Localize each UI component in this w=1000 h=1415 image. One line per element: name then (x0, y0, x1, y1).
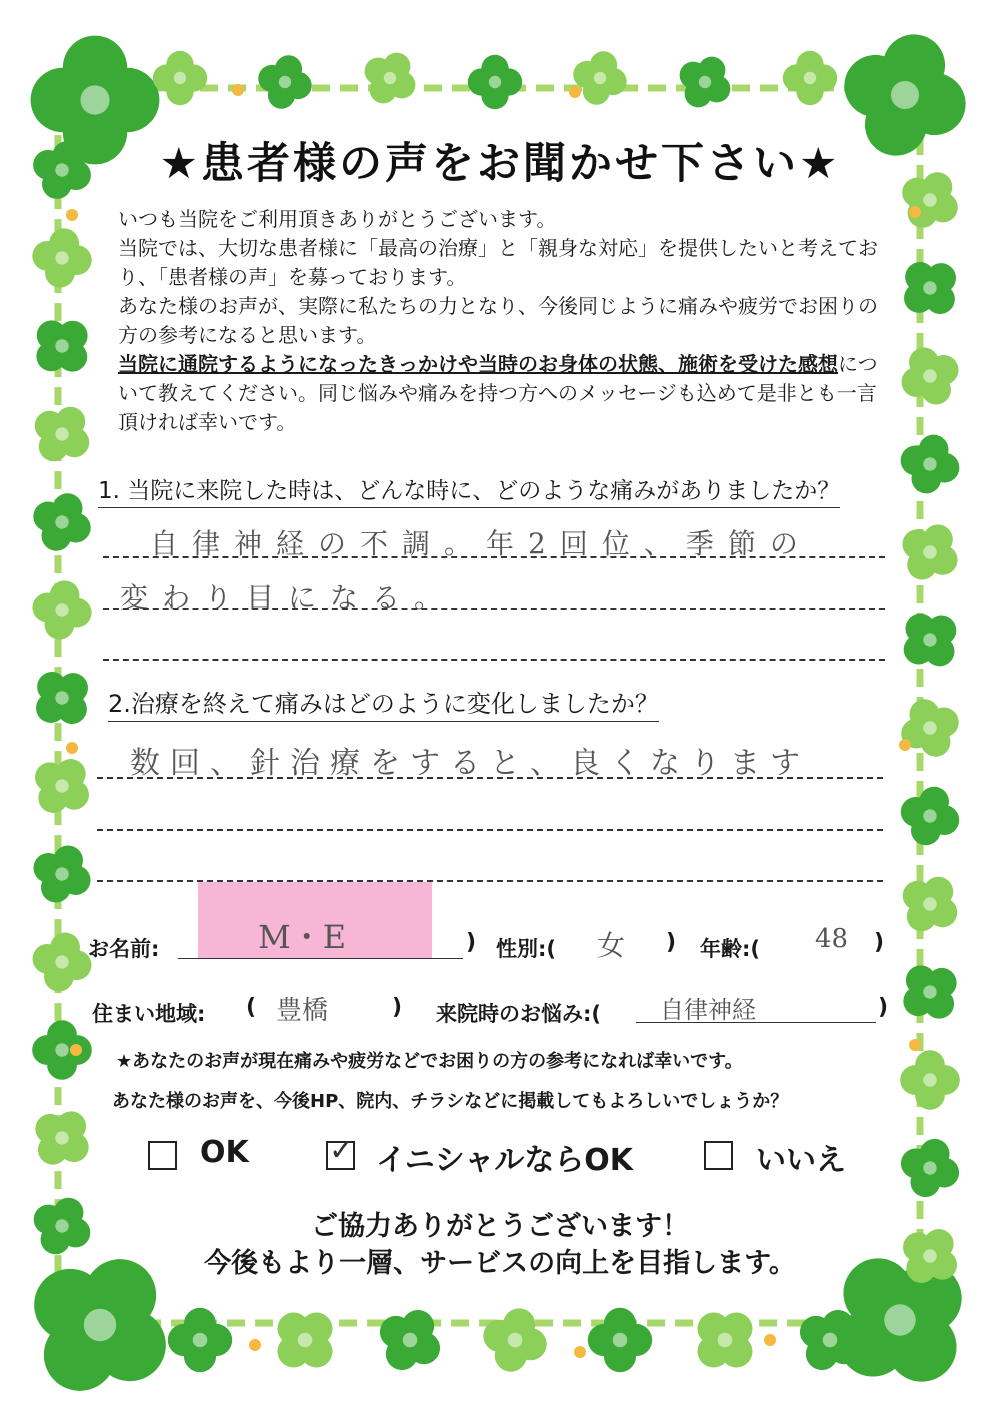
clover-icon (889, 511, 971, 593)
clover-icon (27, 575, 96, 644)
intro-line-1: いつも当院をご利用頂きありがとうございます。 (118, 207, 557, 231)
clover-icon (888, 950, 972, 1034)
age-value[interactable]: 48 (815, 924, 849, 954)
clover-icon (252, 49, 319, 116)
clover-icon (468, 55, 522, 109)
thanks-line-2: 今後もより一層、サービスの向上を目指します。 (204, 1248, 796, 1279)
orange-dot (249, 1339, 261, 1351)
gender-value[interactable]: 女 (597, 929, 626, 962)
answer-1-rule-2 (103, 608, 885, 610)
clover-icon (567, 45, 634, 112)
notice-line-1: ★あなたのお声が現在痛みや疲労などでお困りの方の参考になれば幸いです。 (116, 1051, 743, 1072)
answer-1-rule-3 (103, 659, 885, 661)
intro-line-3: あなた様のお声が、実際に私たちの力となり、今後同じように痛みや疲労でお困りの方の参考になると思います。 (118, 294, 878, 347)
area-label: 住まい地域: (92, 1002, 206, 1026)
question-1: 1. 当院に来院した時は、どんな時に、どのような痛みがありましたか？ (98, 472, 840, 508)
checkmark-icon: ✓ (329, 1133, 355, 1168)
clover-icon (23, 835, 102, 914)
concern-label: 来院時のお悩み:( (436, 1002, 601, 1026)
intro-line-4 (118, 350, 893, 437)
orange-dot (574, 1346, 586, 1358)
clover-icon (900, 1050, 960, 1110)
thanks-line-1: ご協力ありがとうございます！ (311, 1211, 689, 1242)
clover-icon (20, 744, 103, 827)
answer-2-rule-1 (97, 777, 883, 779)
area-open-paren: ( (246, 995, 257, 1020)
orange-dot (66, 209, 78, 221)
name-value[interactable]: M・E (258, 918, 347, 956)
clover-icon (783, 51, 837, 105)
clover-icon (891, 337, 970, 416)
clover-icon (888, 246, 972, 330)
answer-1-line-2[interactable]: 変わり目になる。 (120, 581, 457, 614)
area-value[interactable]: 豊橋 (276, 996, 329, 1026)
age-label: 年齢:( (700, 937, 760, 961)
no-checkbox[interactable] (704, 1141, 733, 1170)
orange-dot (66, 742, 78, 754)
clover-icon (679, 1294, 770, 1385)
clover-icon (668, 45, 742, 119)
area-close-paren: ) (392, 995, 403, 1020)
clover-icon (20, 1096, 104, 1180)
clover-icon (259, 1294, 350, 1385)
clover-icon (21, 393, 104, 476)
clover-icon (353, 41, 427, 115)
clover-icon (889, 863, 972, 946)
orange-dot (899, 739, 911, 751)
initial-ok-label: イニシャルならOK (376, 1143, 633, 1178)
age-close-paren: ) (874, 930, 885, 955)
ok-label: OK (200, 1135, 249, 1170)
clover-icon (27, 927, 98, 998)
name-close-paren: ) (466, 930, 477, 955)
clover-icon (476, 1301, 555, 1380)
orange-dot (764, 1334, 776, 1346)
concern-close-paren: ) (878, 995, 889, 1020)
gender-label: 性別:( (496, 937, 556, 961)
question-2: 2.治療を終えて痛みはどのように変化しましたか？ (108, 684, 659, 722)
clover-icon (888, 598, 972, 682)
ok-checkbox[interactable] (148, 1141, 177, 1170)
intro-line-2: 当院では、大切な患者様に「最高の治療」と「親身な対応」を提供したいと考えており、「患者様の声」を募っております。 (118, 236, 878, 289)
clover-icon (894, 428, 966, 500)
orange-dot (232, 84, 244, 96)
clover-icon (20, 656, 104, 740)
orange-dot (909, 206, 921, 218)
clover-icon (153, 51, 207, 105)
clover-icon (28, 224, 95, 291)
answer-2-rule-2 (97, 829, 883, 831)
intro-emphasis: 当院に通院するようになったきっかけや当時のお身体の状態、施術を受けた感想 (118, 352, 838, 376)
clover-icon (20, 304, 104, 388)
page-title: ★患者様の声をお聞かせ下さい★ (159, 139, 841, 189)
name-underline (178, 958, 463, 959)
clover-icon (168, 1308, 232, 1372)
answer-1-line-1[interactable]: 自律神経の不調。年2回位、季節の (150, 527, 812, 560)
clover-icon (588, 1308, 652, 1372)
intro-line-4-rest: について教えてください。同じ悩みや痛みを持つ方へのメッセージも込めて是非とも一言頂ければ幸いです。 (118, 352, 878, 434)
clover-icon (32, 1020, 92, 1080)
name-label: お名前: (88, 937, 160, 961)
answer-1-rule-1 (103, 556, 885, 558)
concern-underline (636, 1022, 876, 1023)
orange-dot (70, 1044, 82, 1056)
clover-icon (23, 483, 101, 561)
clover-icon (892, 1130, 967, 1205)
gender-close-paren: ) (666, 930, 677, 955)
orange-dot (569, 86, 581, 98)
intro-text (118, 205, 893, 437)
answer-2-line-1[interactable]: 数回、針治療をすると、良くなります (130, 746, 810, 781)
no-label: いいえ (756, 1143, 846, 1178)
concern-value[interactable]: 自律神経 (660, 996, 756, 1024)
clover-icon (891, 689, 969, 767)
notice-line-2: あなた様のお声を、今後HP、院内、チラシなどに掲載してもよろしいでしょうか？ (112, 1091, 789, 1112)
clover-icon (366, 1296, 454, 1384)
clover-icon (893, 779, 967, 853)
orange-dot (909, 1039, 921, 1051)
